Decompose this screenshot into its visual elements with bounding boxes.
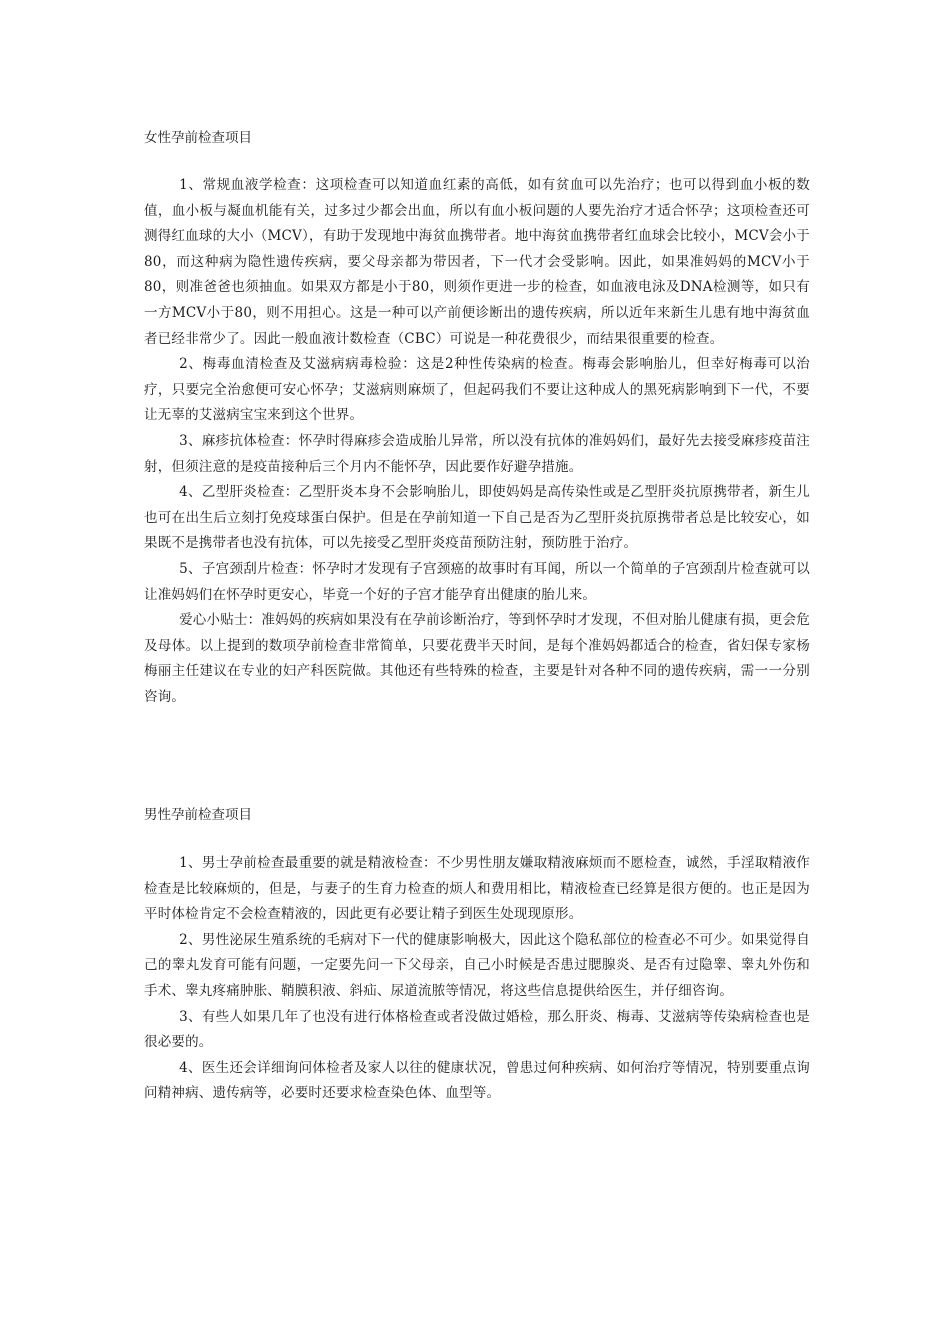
male-item-3: 3、有些人如果几年了也没有进行体格检查或者没做过婚检，那么肝炎、梅毒、艾滋病等传染病检查也是很必要的。	[144, 1008, 810, 1051]
male-item-4: 4、医生还会详细询问体检者及家人以往的健康状况，曾患过何种疾病、如何治疗等情况，特别要重点询问精神病、遗传病等，必要时还要求检查染色体、血型等。	[144, 1059, 810, 1102]
female-item-1: 1、常规血液学检查：这项检查可以知道血红素的高低，如有贫血可以先治疗；也可以得到血小板的数值，血小板与凝血机能有关，过多过少都会出血，所以有血小板问题的人要先治疗才适合怀孕；这项检查还可测得红血球的大小（MCV），有助于发现地中海贫血携带者。地中海贫血携带者红血球会比较小，MCV会小于80，而这种病为隐性遗传疾病，要父母亲都为带因者，下一代才会受影响。因此，如果准妈妈的MCV小于80，则准爸爸也须抽血。如果双方都是小于80，则须作更进一步的检查，如血液电泳及DNA检测等，如只有一方MCV小于80，则不用担心。这是一种可以产前便诊断出的遗传疾病，所以近年来新生儿患有地中海贫血者已经非常少了。因此一般血液计数检查（CBC）可说是一种花费很少，而结果很重要的检查。	[144, 177, 810, 347]
male-item-2: 2、男性泌尿生殖系统的毛病对下一代的健康影响极大，因此这个隐私部位的检查必不可少。如果觉得自己的睾丸发育可能有问题，一定要先问一下父母亲，自己小时候是否患过腮腺炎、是否有过隐睾、睾丸外伤和手术、睾丸疼痛肿胀、鞘膜积液、斜疝、尿道流脓等情况，将这些信息提供给医生，并仔细咨询。	[144, 931, 810, 999]
male-item-1: 1、男士孕前检查最重要的就是精液检查：不少男性朋友嫌取精液麻烦而不愿检查，诚然，手淫取精液作检查是比较麻烦的，但是，与妻子的生育力检查的烦人和费用相比，精液检查已经算是很方便的。也正是因为平时体检肯定不会检查精液的，因此更有必要让精子到医生处现现原形。	[144, 855, 810, 923]
female-item-3: 3、麻疹抗体检查：怀孕时得麻疹会造成胎儿异常，所以没有抗体的准妈妈们，最好先去接受麻疹疫苗注射，但须注意的是疫苗接种后三个月内不能怀孕，因此要作好避孕措施。	[144, 432, 810, 475]
female-item-5: 5、子宫颈刮片检查：怀孕时才发现有子宫颈癌的故事时有耳闻，所以一个简单的子宫颈刮片检查就可以让准妈妈们在怀孕时更安心，毕竟一个好的子宫才能孕育出健康的胎儿来。	[144, 560, 810, 603]
female-checklist	[144, 173, 810, 710]
female-item-2: 2、梅毒血清检查及艾滋病病毒检验：这是2种性传染病的检查。梅毒会影响胎儿，但幸好梅毒可以治疗，只要完全治愈便可安心怀孕；艾滋病则麻烦了，但起码我们不要让这种成人的黑死病影响到下一代，不要让无辜的艾滋病宝宝来到这个世界。	[144, 356, 810, 424]
female-tip: 爱心小贴士：准妈妈的疾病如果没有在孕前诊断治疗，等到怀孕时才发现，不但对胎儿健康有损，更会危及母体。以上提到的数项孕前检查非常简单，只要花费半天时间，是每个准妈妈都适合的检查，省妇保专家杨梅丽主任建议在专业的妇产科医院做。其他还有些特殊的检查，主要是针对各种不同的遗传疾病，需一一分别咨询。	[144, 612, 810, 705]
female-section-title: 女性孕前检查项目	[144, 130, 252, 146]
male-section-title: 男性孕前检查项目	[144, 807, 252, 823]
male-checklist	[144, 851, 810, 1107]
female-item-4: 4、乙型肝炎检查：乙型肝炎本身不会影响胎儿，即使妈妈是高传染性或是乙型肝炎抗原携带者，新生儿也可在出生后立刻打免疫球蛋白保护。但是在孕前知道一下自己是否为乙型肝炎抗原携带者总是比较安心，如果既不是携带者也没有抗体，可以先接受乙型肝炎疫苗预防注射，预防胜于治疗。	[144, 484, 810, 552]
